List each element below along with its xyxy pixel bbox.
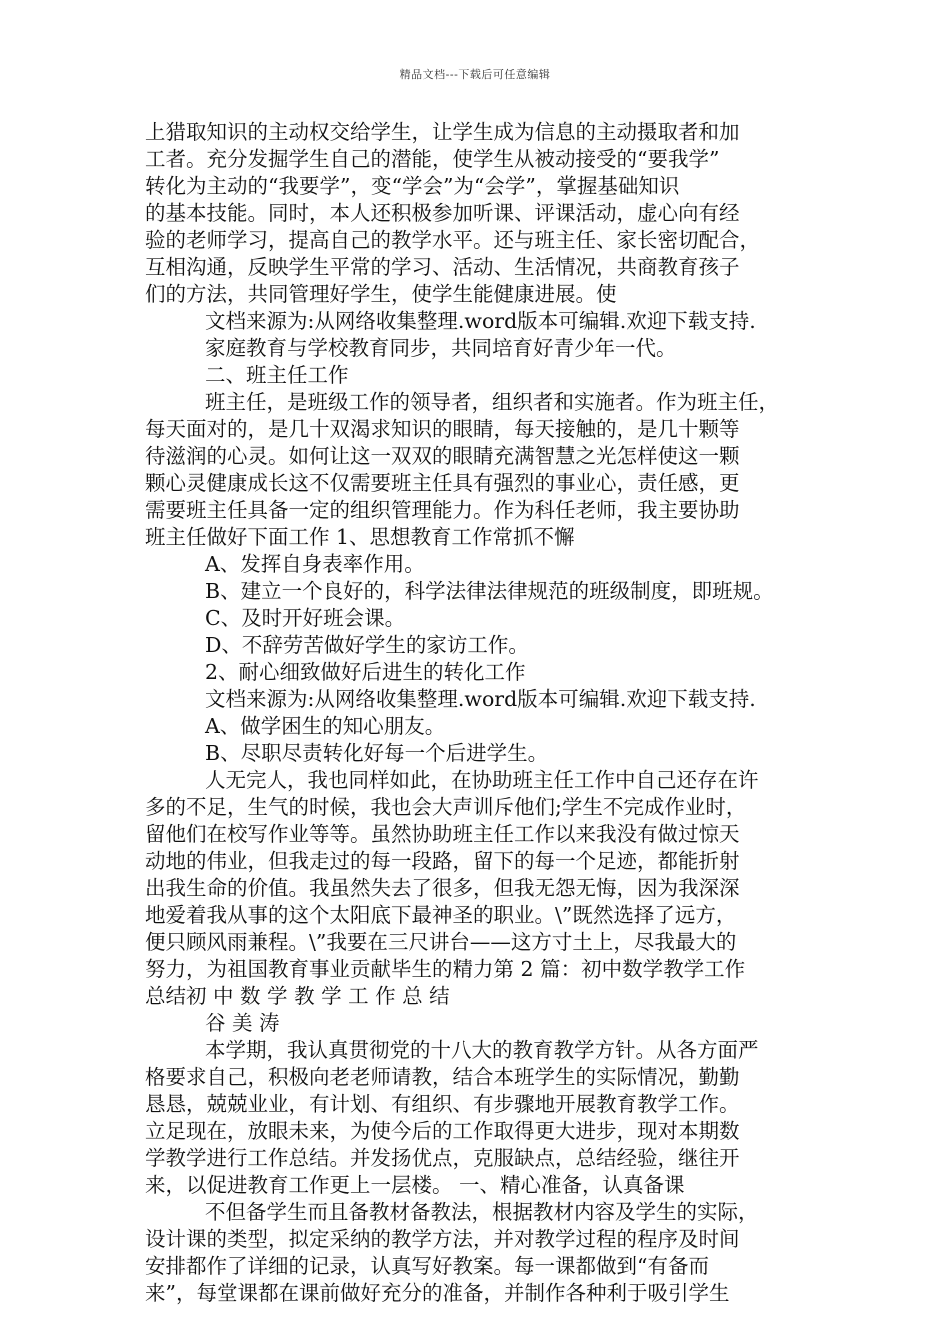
text-line: 2、耐心细致做好后进生的转化工作 (205, 660, 526, 684)
document-body (145, 119, 825, 1307)
page-header: 精品文档---下载后可任意编辑 (399, 68, 551, 81)
text-line: 二、班主任工作 (205, 363, 349, 387)
text-line: 转化为主动的“我要学”，变“学会”为“会学”，掌握基础知识 (145, 174, 680, 198)
text-line: 需要班主任具备一定的组织管理能力。作为科任老师，我主要协助 (145, 498, 740, 522)
text-line: 工者。充分发掘学生自己的潜能，使学生从被动接受的“要我学” (145, 147, 720, 171)
text-line: A、发挥自身表率作用。 (205, 552, 425, 576)
text-line: 立足现在，放眼未来，为使今后的工作取得更大进步，现对本期数 (145, 1119, 740, 1143)
text-line: 班主任，是班级工作的领导者，组织者和实施者。作为班主任， (205, 390, 779, 414)
text-line: B、建立一个良好的，科学法律法律规范的班级制度，即班规。 (205, 579, 774, 603)
text-line: 来”，每堂课都在课前做好充分的准备，并制作各种利于吸引学生 (145, 1281, 730, 1305)
text-line: 谷 美 涛 (205, 1011, 280, 1035)
text-line: 人无完人，我也同样如此，在协助班主任工作中自己还存在许 (205, 768, 759, 792)
text-line: 便只顾风雨兼程。\”我要在三尺讲台——这方寸土上，尽我最大的 (145, 930, 737, 954)
text-line: 出我生命的价值。我虽然失去了很多，但我无怨无悔，因为我深深 (145, 876, 740, 900)
text-line: 动地的伟业，但我走过的每一段路，留下的每一个足迹，都能折射 (145, 849, 740, 873)
text-line: 努力，为祖国教育事业贡献毕生的精力第 2 篇：初中数学教学工作 (145, 957, 746, 981)
text-line: 恳恳，兢兢业业，有计划、有组织、有步骤地开展教育教学工作。 (145, 1092, 740, 1116)
text-line: 班主任做好下面工作 1、思想教育工作常抓不懈 (145, 525, 575, 549)
text-line: 留他们在校写作业等等。虽然协助班主任工作以来我没有做过惊天 (145, 822, 740, 846)
text-line: 不但备学生而且备教材备教法，根据教材内容及学生的实际， (205, 1200, 759, 1224)
text-line: 本学期，我认真贯彻党的十八大的教育教学方针。从各方面严 (205, 1038, 759, 1062)
text-line: 安排都作了详细的记录，认真写好教案。每一课都做到“有备而 (145, 1254, 709, 1278)
text-line: 上猎取知识的主动权交给学生，让学生成为信息的主动摄取者和加 (145, 120, 740, 144)
text-line: 互相沟通，反映学生平常的学习、活动、生活情况，共商教育孩子 (145, 255, 740, 279)
text-line: 验的老师学习，提高自己的教学水平。还与班主任、家长密切配合， (145, 228, 760, 252)
text-line: 颗心灵健康成长这不仅需要班主任具有强烈的事业心，责任感，更 (145, 471, 740, 495)
text-line: 的基本技能。同时，本人还积极参加听课、评课活动，虚心向有经 (145, 201, 740, 225)
text-line: 来，以促进教育工作更上一层楼。 一、精心准备，认真备课 (145, 1173, 685, 1197)
text-line: 文档来源为:从网络收集整理.word版本可编辑.欢迎下载支持. (205, 687, 756, 711)
text-line: 多的不足，生气的时候，我也会大声训斥他们;学生不完成作业时， (145, 795, 747, 819)
text-line: 地爱着我从事的这个太阳底下最神圣的职业。\”既然选择了远方， (145, 903, 737, 927)
text-line: 设计课的类型，拟定采纳的教学方法，并对教学过程的程序及时间 (145, 1227, 740, 1251)
text-line: 们的方法，共同管理好学生，使学生能健康进展。使 (145, 282, 617, 306)
text-line: 每天面对的，是几十双渴求知识的眼睛，每天接触的，是几十颗等 (145, 417, 740, 441)
text-line: 文档来源为:从网络收集整理.word版本可编辑.欢迎下载支持. (205, 309, 756, 333)
text-line: C、及时开好班会课。 (205, 606, 406, 630)
text-line: 格要求自己，积极向老老师请教，结合本班学生的实际情况，勤勤 (145, 1065, 740, 1089)
text-line: A、做学困生的知心朋友。 (205, 714, 446, 738)
text-line: 待滋润的心灵。如何让这一双双的眼睛充满智慧之光怎样使这一颗 (145, 444, 740, 468)
text-line: 总结初 中 数 学 教 学 工 作 总 结 (145, 984, 450, 1008)
text-line: 学教学进行工作总结。并发扬优点，克服缺点，总结经验，继往开 (145, 1146, 740, 1170)
text-line: B、尽职尽责转化好每一个后进学生。 (205, 741, 549, 765)
text-line: D、不辞劳苦做好学生的家访工作。 (205, 633, 529, 657)
text-line: 家庭教育与学校教育同步，共同培育好青少年一代。 (205, 336, 677, 360)
